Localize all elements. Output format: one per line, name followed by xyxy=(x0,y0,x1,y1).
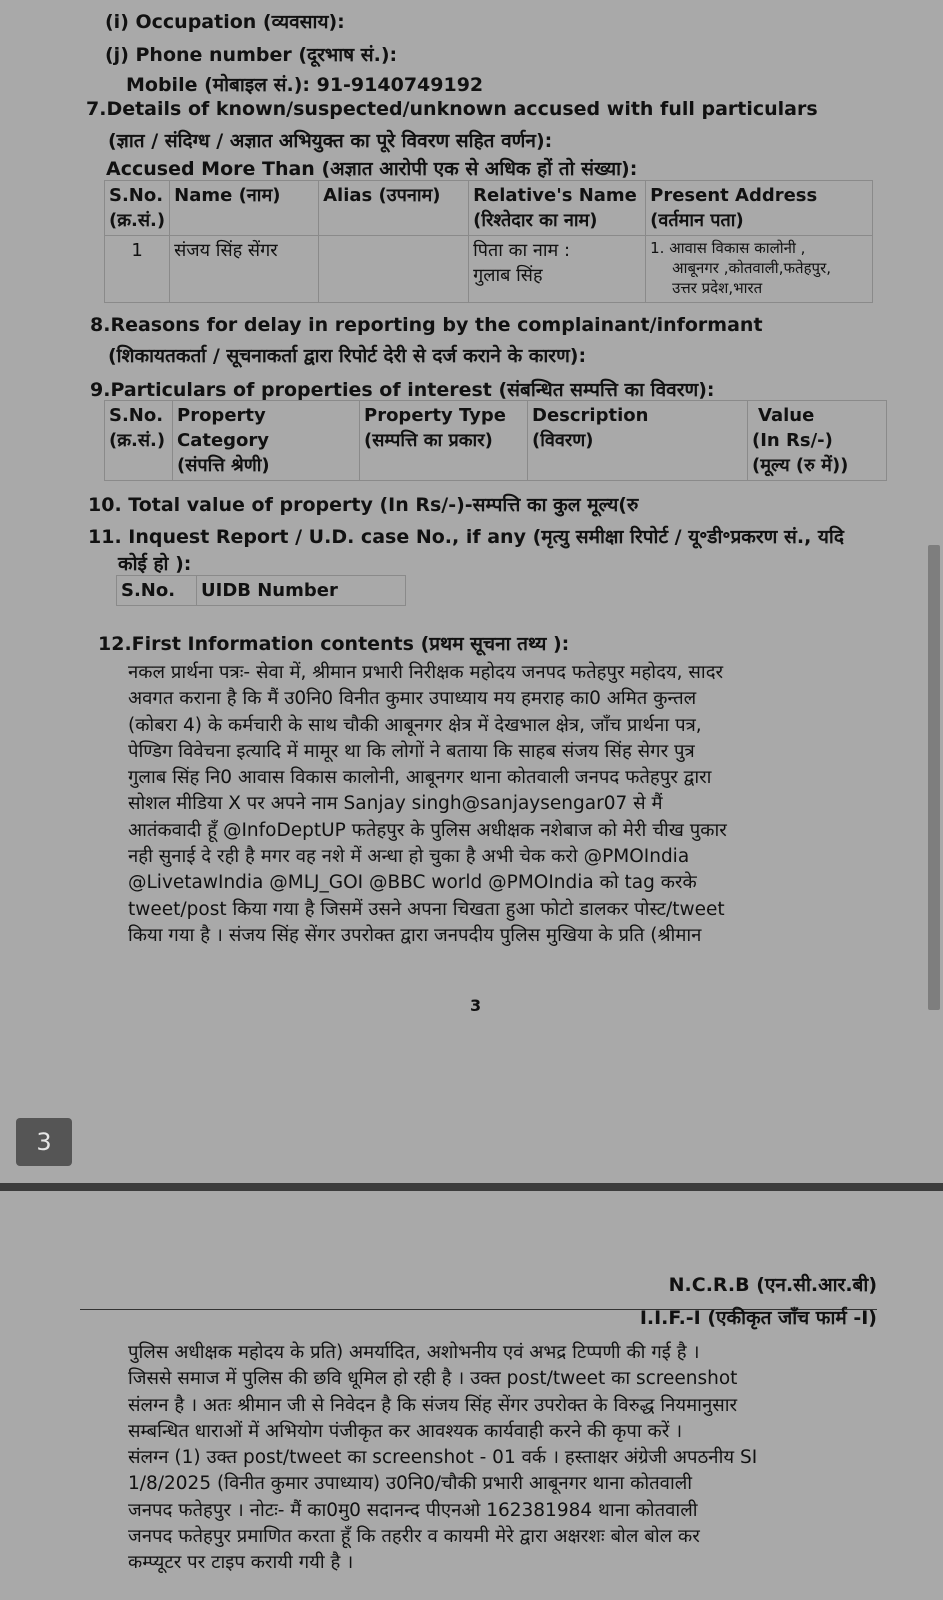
cell-address: 1. आवास विकास कालोनी , आबूनगर ,कोतवाली,फतेहपुर, उत्तर प्रदेश,भारत xyxy=(646,236,873,303)
property-table xyxy=(104,400,887,481)
scrollbar-thumb[interactable] xyxy=(928,545,940,1010)
uidb-table xyxy=(116,575,406,606)
header-uidb-number: UIDB Number xyxy=(197,576,406,606)
text-line: अवगत कराना है कि मैं उ0नि0 विनीत कुमार उपाध्याय मय हमराह का0 अमित कुन्तल xyxy=(128,688,697,710)
phone-label: (j) Phone number (दूरभाष सं.): xyxy=(105,44,398,66)
header-name: Name (नाम) xyxy=(170,181,319,236)
header-type: Property Type (सम्पत्ति का प्रकार) xyxy=(360,401,528,481)
text-line: पुलिस अधीक्षक महोदय के प्रति) अमर्यादित, अशोभनीय एवं अभद्र टिप्पणी की गई है । xyxy=(128,1342,700,1363)
section-12-title: 12.First Information contents (प्रथम सूचना तथ्य ): xyxy=(98,633,570,655)
page-number: 3 xyxy=(470,996,482,1015)
cell-name: संजय सिंह सेंगर xyxy=(170,236,319,303)
text-line: गुलाब सिंह नि0 आवास विकास कालोनी, आबूनगर थाना कोतवाली जनपद फतेहपुर द्वारा xyxy=(128,767,712,789)
text-line: सोशल मीडिया X पर अपने नाम Sanjay singh@sanjaysengar07 से मैं xyxy=(128,793,663,815)
section-11-line2: कोई हो ): xyxy=(118,553,192,575)
text-line: किया गया है । संजय सिंह सेंगर उपरोक्त द्वारा जनपदीय पुलिस मुखिया के प्रति (श्रीमान xyxy=(128,924,702,946)
text-line: आतंकवादी हूँ @InfoDeptUP फतेहपुर के पुलिस अधीक्षक नशेबाज को मेरी चीख पुकार xyxy=(128,819,727,841)
first-information-contents xyxy=(128,660,727,949)
section-8-title: 8.Reasons for delay in reporting by the complainant/informant xyxy=(90,314,763,336)
cell-alias xyxy=(319,236,469,303)
text-line: नकल प्रार्थना पत्रः- सेवा में, श्रीमान प्रभारी निरीक्षक महोदय जनपद फतेहपुर महोदय, सादर xyxy=(128,662,724,683)
accused-more-than: Accused More Than (अज्ञात आरोपी एक से अधिक हों तो संख्या): xyxy=(106,158,638,180)
document-page-4 xyxy=(0,1191,943,1600)
header-address: Present Address (वर्तमान पता) xyxy=(646,181,873,236)
section-11-line1: 11. Inquest Report / U.D. case No., if any (मृत्यु समीक्षा रिपोर्ट / यू॰डी॰प्रकरण सं., यदि xyxy=(88,526,844,548)
cell-relative: पिता का नाम : गुलाब सिंह xyxy=(469,236,646,303)
cell-sno: 1 xyxy=(105,236,170,303)
header-alias: Alias (उपनाम) xyxy=(319,181,469,236)
header-sno: S.No. xyxy=(117,576,197,606)
table-header-row xyxy=(105,401,887,481)
table-header-row xyxy=(117,576,406,606)
text-line: जिससे समाज में पुलिस की छवि धूमिल हो रही है । उक्त post/tweet का screenshot xyxy=(128,1368,738,1390)
header-sno: S.No. (क्र.सं.) xyxy=(105,401,173,481)
text-line: सम्बन्धित धाराओं में अभियोग पंजीकृत कर आवश्यक कार्यवाही करने की कृपा करें । xyxy=(128,1420,683,1442)
ncrb-header: N.C.R.B (एन.सी.आर.बी) xyxy=(668,1274,877,1296)
text-line: नही सुनाई दे रही है मगर वह नशे में अन्धा हो चुका है अभी चेक करो @PMOIndia xyxy=(128,846,690,868)
text-line: जनपद फतेहपुर । नोटः- मैं का0मु0 सदानन्द पीएनओ 162381984 थाना कोतवाली xyxy=(128,1499,698,1521)
table-row xyxy=(105,236,873,303)
text-line: tweet/post किया गया है जिसमें उसने अपना चिखता हुआ फोटो डालकर पोस्ट/tweet xyxy=(128,898,725,920)
header-category: Property Category (संपत्ति श्रेणी) xyxy=(173,401,360,481)
mobile-value: Mobile (मोबाइल सं.): 91-9140749192 xyxy=(126,74,484,96)
page-separator xyxy=(0,1183,943,1191)
header-relative: Relative's Name (रिश्तेदार का नाम) xyxy=(469,181,646,236)
header-sno: S.No. (क्र.सं.) xyxy=(105,181,170,236)
section-8-subtitle: (शिकायतकर्ता / सूचनाकर्ता द्वारा रिपोर्ट देरी से दर्ज कराने के कारण): xyxy=(108,345,587,367)
page-indicator-badge[interactable]: 3 xyxy=(16,1118,72,1166)
header-value: Value (In Rs/-) (मूल्य (रु में)) xyxy=(748,401,887,481)
first-information-continued xyxy=(128,1340,757,1577)
section-9-title: 9.Particulars of properties of interest (संबन्धित सम्पत्ति का विवरण): xyxy=(90,379,715,401)
iif-header: I.I.F.-I (एकीकृत जाँच फार्म -I) xyxy=(639,1307,877,1329)
text-line: संलग्न है । अतः श्रीमान जी से निवेदन है कि संजय सिंह सेंगर उपरोक्त के विरुद्ध नियमानुसार xyxy=(128,1394,738,1416)
text-line: पेण्डिग विवेचना इत्यादि में मामूर था कि लोगों ने बताया कि साहब संजय सिंह सेगर पुत्र xyxy=(128,740,695,762)
section-10-total-value: 10. Total value of property (In Rs/-)-सम्पत्ति का कुल मूल्य(रु xyxy=(88,494,639,516)
text-line: कम्प्यूटर पर टाइप करायी गयी है । xyxy=(128,1552,354,1574)
text-line: संलग्न (1) उक्त post/tweet का screenshot - 01 वर्क । हस्ताक्षर अंग्रेजी अपठनीय SI xyxy=(128,1447,758,1469)
text-line: (कोबरा 4) के कर्मचारी के साथ चौकी आबूनगर क्षेत्र में देखभाल क्षेत्र, जाँच प्रार्थना पत्र, xyxy=(128,714,702,736)
section-7-title: 7.Details of known/suspected/unknown accused with full particulars xyxy=(86,98,818,120)
header-description: Description (विवरण) xyxy=(528,401,748,481)
occupation-label: (i) Occupation (व्यवसाय): xyxy=(105,11,345,33)
table-header-row xyxy=(105,181,873,236)
text-line: 1/8/2025 (विनीत कुमार उपाध्याय) उ0नि0/चौकी प्रभारी आबूनगर थाना कोतवाली xyxy=(128,1473,693,1495)
text-line: जनपद फतेहपुर प्रमाणित करता हूँ कि तहरीर व कायमी मेरे द्वारा अक्षरशः बोल बोल कर xyxy=(128,1526,700,1548)
accused-table xyxy=(104,180,873,303)
text-line: @LivetawIndia @MLJ_GOI @BBC world @PMOIndia को tag करके xyxy=(128,872,697,894)
section-7-subtitle: (ज्ञात / संदिग्ध / अज्ञात अभियुक्त का पूरे विवरण सहित वर्णन): xyxy=(108,130,553,152)
